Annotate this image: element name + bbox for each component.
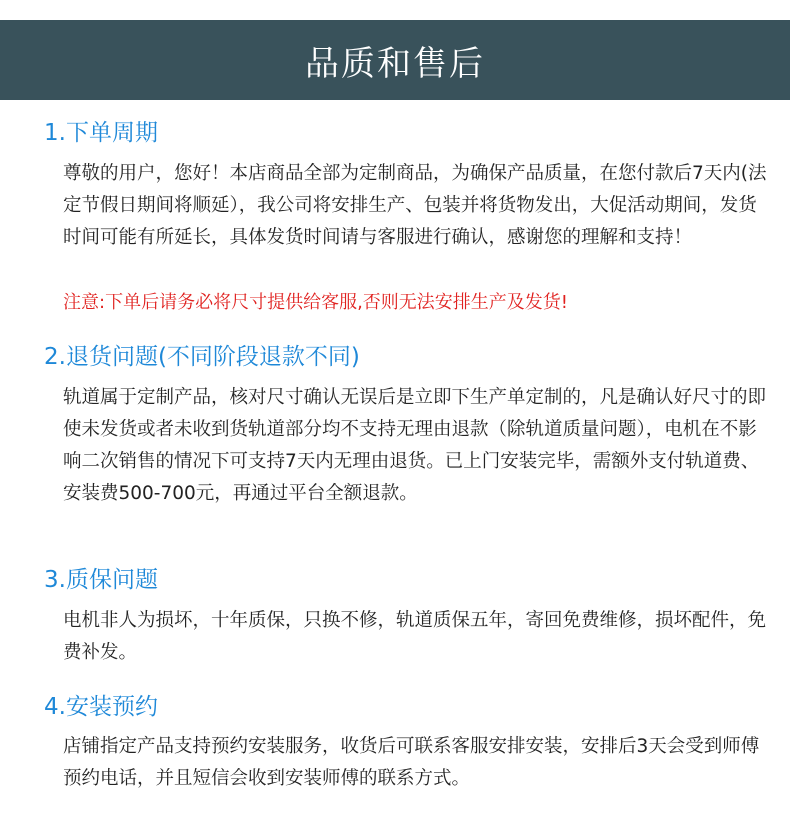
section-body-warranty: 电机非人为损坏，十年质保，只换不修，轨道质保五年，寄回免费维修，损坏配件，免费补发。 xyxy=(63,610,767,663)
section-body-order-cycle: 尊敬的用户，您好！本店商品全部为定制商品，为确保产品质量，在您付款后7天内(法定节假日期间将顺延），我公司将安排生产、包装并将货物发出，大促活动期间，发货时间可能有所延长，具体发货时间请与客服进行确认，感谢您的理解和支持！ xyxy=(63,163,767,248)
section-title-warranty: 3.质保问题 xyxy=(44,567,158,593)
page-title: 品质和售后 xyxy=(305,43,485,84)
section-body-returns: 轨道属于定制产品，核对尺寸确认无误后是立即下生产单定制的，凡是确认好尺寸的即使未发货或者未收到货轨道部分均不支持无理由退款（除轨道质量问题），电机在不影响二次销售的情况下可支持7天内无理由退货。已上门安装完毕，需额外支付轨道费、安装费500-700元，再通过平台全额退款。 xyxy=(63,387,767,504)
section-body-installation: 店铺指定产品支持预约安装服务，收货后可联系客服安排安装，安排后3天会受到师傅预约电话，并且短信会收到安装师傅的联系方式。 xyxy=(63,736,760,789)
section-title-order-cycle: 1.下单周期 xyxy=(44,120,158,146)
section-title-returns: 2.退货问题(不同阶段退款不同) xyxy=(44,344,360,370)
section-title-installation: 4.安装预约 xyxy=(44,694,158,720)
header-banner xyxy=(0,20,790,100)
order-notice: 注意:下单后请务必将尺寸提供给客服,否则无法安排生产及发货! xyxy=(63,292,568,313)
